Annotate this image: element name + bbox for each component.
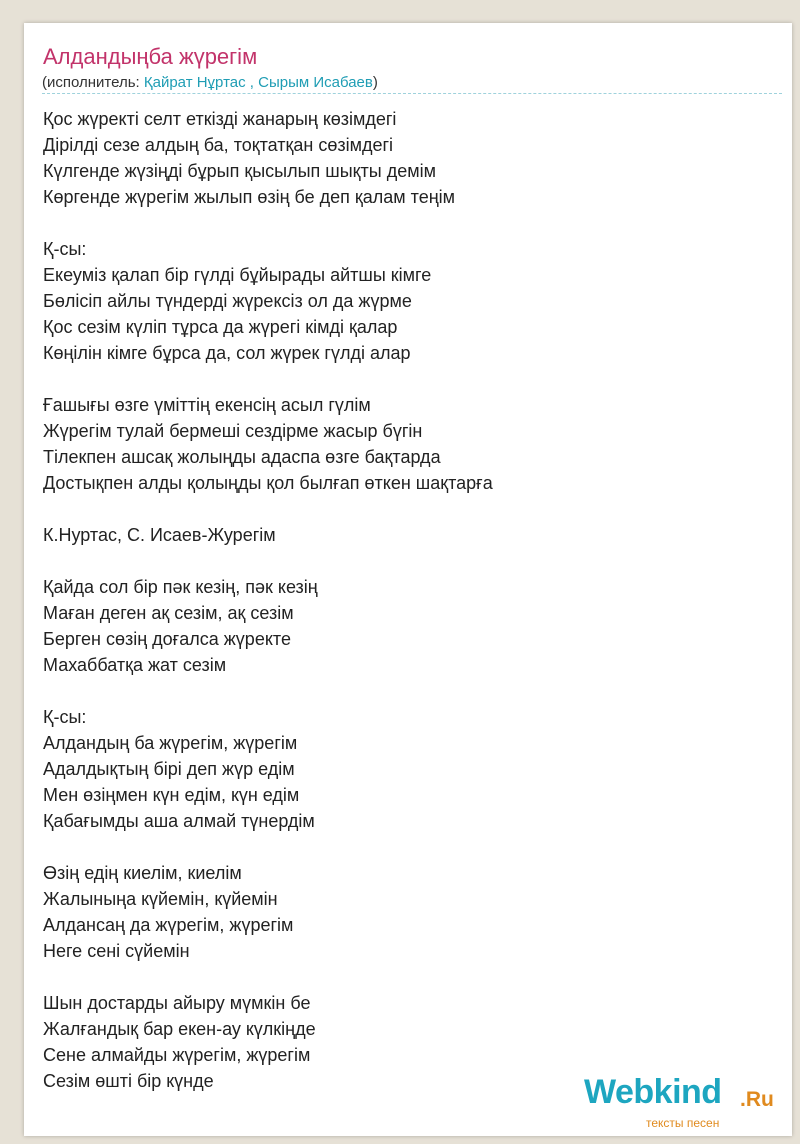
lyrics-line: Неге сені сүйемін xyxy=(43,941,190,961)
header-divider xyxy=(42,93,782,94)
logo-main-text: Webkind xyxy=(584,1073,722,1111)
song-title: Алдандыңба жүрегім xyxy=(43,44,258,69)
logo-tld-text: .Ru xyxy=(740,1088,774,1111)
lyrics-line: Шын достарды айыру мүмкін бе xyxy=(43,993,311,1013)
lyrics-blank-line xyxy=(43,366,493,392)
lyrics-line: Қабағымды аша алмай түнердім xyxy=(43,811,315,831)
lyrics-line: Қ-сы: xyxy=(43,239,87,259)
lyrics-blank-line xyxy=(43,548,493,574)
lyrics-line: Достықпен алды қолыңды қол былғап өткен шақтарға xyxy=(43,473,493,493)
lyrics-line: Дірілді сезе алдың ба, тоқтатқан сөзімдегі xyxy=(43,135,394,155)
lyrics-line: Қос сезім күліп тұрса да жүрегі кімді қалар xyxy=(43,317,398,337)
lyrics-blank-line xyxy=(43,210,493,236)
lyrics-line: Сезім өшті бір күнде xyxy=(43,1071,214,1091)
lyrics-line: К.Нуртас, С. Исаев-Журегім xyxy=(43,525,276,545)
lyrics-line: Махаббатқа жат сезім xyxy=(43,655,227,675)
lyrics-line: Ғашығы өзге үміттің екенсің асыл гүлім xyxy=(43,395,371,415)
lyrics-line: Көңілін кімге бұрса да, сол жүрек гүлді алар xyxy=(43,343,411,363)
artist-suffix: ) xyxy=(372,74,378,91)
lyrics-line: Адалдықтың бірі деп жүр едім xyxy=(43,759,295,779)
lyrics-line: Қайда сол бір пәк кезің, пәк кезің xyxy=(43,577,318,597)
lyrics-blank-line xyxy=(43,496,493,522)
lyrics-line: Өзің едің киелім, киелім xyxy=(43,863,242,883)
lyrics-blank-line xyxy=(43,678,493,704)
lyrics-line: Берген сөзің доғалса жүректе xyxy=(43,629,291,649)
lyrics-line: Қос жүректі селт еткізді жанарың көзімдегі xyxy=(43,109,397,129)
lyrics-line: Маған деген ақ сезім, ақ сезім xyxy=(43,603,294,623)
lyrics-line: Алдансаң да жүрегім, жүрегім xyxy=(43,915,294,935)
lyrics-line: Көргенде жүрегім жылып өзің бе деп қалам теңім xyxy=(43,187,456,207)
lyrics-line: Алдандың ба жүрегім, жүрегім xyxy=(43,733,298,753)
artist-link[interactable]: Қайрат Нұртас , Сырым Исабаев xyxy=(143,74,373,91)
lyrics-line: Тілекпен ашсақ жолыңды адаспа өзге бақтарда xyxy=(43,447,441,467)
lyrics-page xyxy=(24,23,792,1136)
lyrics-blank-line xyxy=(43,964,493,990)
artist-prefix: (исполнитель: xyxy=(42,74,144,91)
lyrics-line: Жүрегім тулай бермеші сездірме жасыр бүгін xyxy=(43,421,423,441)
lyrics-line: Мен өзіңмен күн едім, күн едім xyxy=(43,785,300,805)
logo-subtitle: тексты песен xyxy=(646,1116,720,1130)
lyrics-line: Күлгенде жүзіңді бұрып қысылып шықты демім xyxy=(43,161,437,181)
lyrics-line: Екеуміз қалап бір гүлді бұйырады айтшы кімге xyxy=(43,265,432,285)
lyrics-line: Жалыныңа күйемін, күйемін xyxy=(43,889,278,909)
lyrics-line: Бөлісіп айлы түндерді жүрексіз ол да жүрме xyxy=(43,291,412,311)
lyrics-text xyxy=(43,106,493,1094)
lyrics-line: Жалғандық бар екен-ау күлкіңде xyxy=(43,1019,316,1039)
lyrics-line: Сене алмайды жүрегім, жүрегім xyxy=(43,1045,311,1065)
artist-line xyxy=(42,74,378,91)
webkind-logo[interactable] xyxy=(584,1073,784,1133)
lyrics-blank-line xyxy=(43,834,493,860)
lyrics-line: Қ-сы: xyxy=(43,707,87,727)
